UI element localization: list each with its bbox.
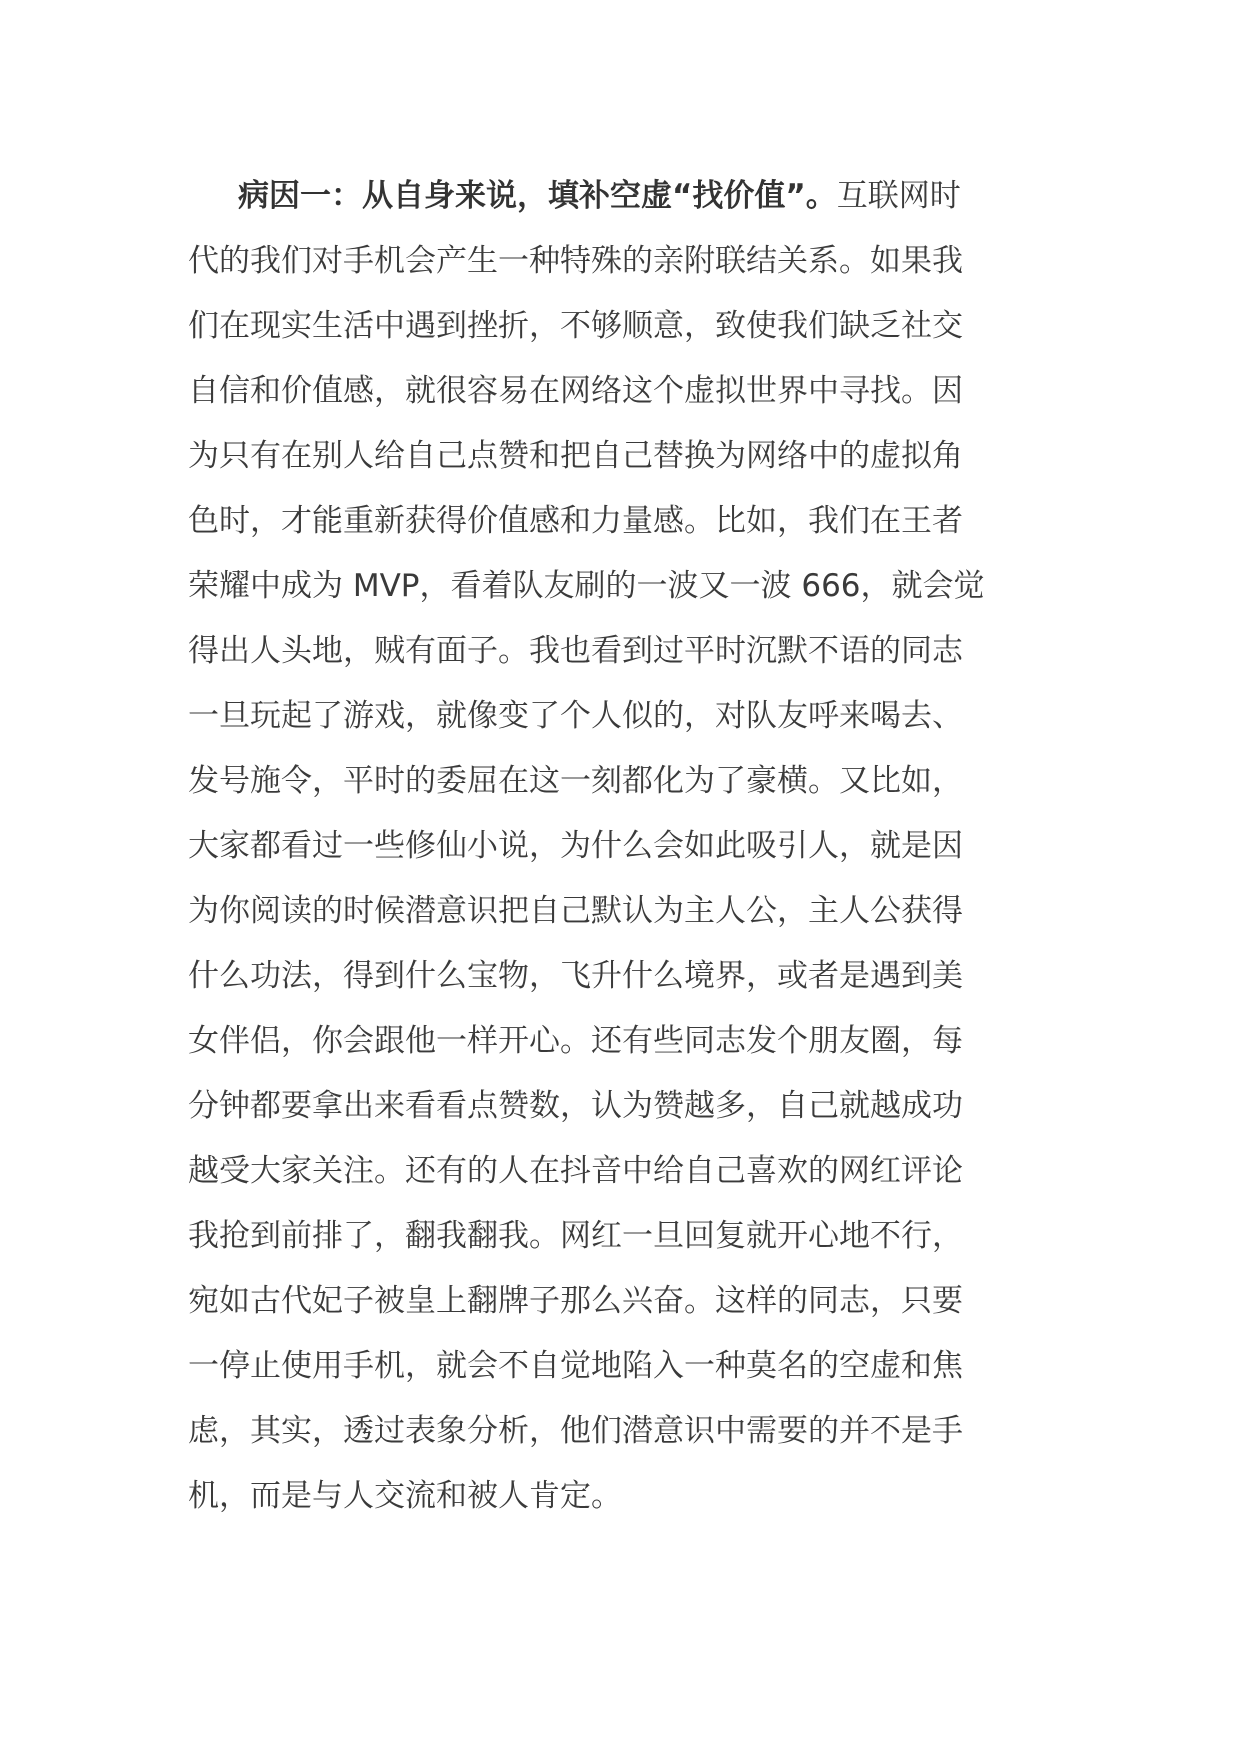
paragraph-line: 为你阅读的时候潜意识把自己默认为主人公，主人公获得 <box>188 893 963 929</box>
paragraph-line: 女伴侣，你会跟他一样开心。还有些同志发个朋友圈，每 <box>188 1023 963 1059</box>
paragraph-line: 一停止使用手机，就会不自觉地陷入一种莫名的空虚和焦 <box>188 1348 963 1384</box>
paragraph-line: 一旦玩起了游戏，就像变了个人似的，对队友呼来喝去、 <box>188 698 963 734</box>
paragraph-line: 我抢到前排了，翻我翻我。网红一旦回复就开心地不行， <box>188 1218 963 1254</box>
paragraph <box>188 164 1060 1529</box>
paragraph-line: 什么功法，得到什么宝物，飞升什么境界，或者是遇到美 <box>188 958 963 994</box>
paragraph-line: 大家都看过一些修仙小说，为什么会如此吸引人，就是因 <box>188 828 963 864</box>
paragraph-line-1-text: 互联网时 <box>836 178 961 214</box>
paragraph-line: 为只有在别人给自己点赞和把自己替换为网络中的虚拟角 <box>188 438 963 474</box>
paragraph-line: 宛如古代妃子被皇上翻牌子那么兴奋。这样的同志，只要 <box>188 1283 963 1319</box>
paragraph-line: 发号施令，平时的委屈在这一刻都化为了豪横。又比如， <box>188 763 963 799</box>
paragraph-line: 越受大家关注。还有的人在抖音中给自己喜欢的网红评论 <box>188 1153 963 1189</box>
paragraph-line-1 <box>188 164 1060 229</box>
paragraph-heading: 病因一：从自身来说，填补空虚“找价值”。 <box>238 178 837 214</box>
paragraph-line: 自信和价值感，就很容易在网络这个虚拟世界中寻找。因 <box>188 373 963 409</box>
paragraph-line: 得出人头地，贼有面子。我也看到过平时沉默不语的同志 <box>188 633 963 669</box>
paragraph-line: 分钟都要拿出来看看点赞数，认为赞越多，自己就越成功 <box>188 1088 963 1124</box>
paragraph-line: 们在现实生活中遇到挫折，不够顺意，致使我们缺乏社交 <box>188 308 963 344</box>
paragraph-line: 机，而是与人交流和被人肯定。 <box>188 1478 622 1514</box>
paragraph-line: 虑，其实，透过表象分析，他们潜意识中需要的并不是手 <box>188 1413 963 1449</box>
paragraph-line: 荣耀中成为 MVP，看着队友刷的一波又一波 666，就会觉 <box>188 568 985 604</box>
paragraph-line: 代的我们对手机会产生一种特殊的亲附联结关系。如果我 <box>188 243 963 279</box>
paragraph-line: 色时，才能重新获得价值感和力量感。比如，我们在王者 <box>188 503 963 539</box>
